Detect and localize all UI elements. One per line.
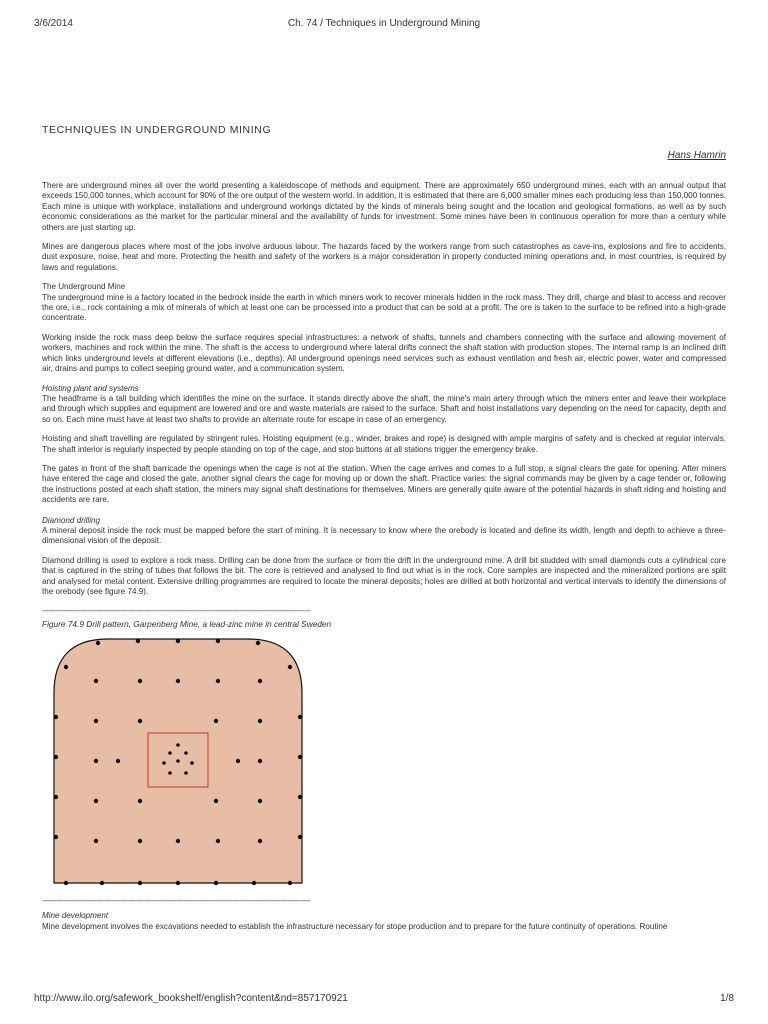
drill-hole <box>54 755 58 759</box>
section-heading-diamond-drilling: Diamond drilling <box>42 515 101 525</box>
drill-pattern-figure <box>52 637 726 890</box>
drill-hole <box>94 719 98 723</box>
drill-hole <box>214 881 218 885</box>
section-paragraph: The gates in front of the shaft barricade the openings when the cage is not at the station. When the cage arrives and comes to a full stop, a signal clears the gate for opening. After miners have entered the cage and closed the gate, another signal clears the cage for moving up or down the shaft. Practice varies: the signal commands may be given by a cage tender or, following the instructions posted at each shaft station, the miners may signal shaft destinations for themselves. Miners are generally quite aware of the potential hazards in shaft riding and hoisting and accidents are rare. <box>42 463 726 505</box>
drill-hole <box>176 881 180 885</box>
drill-hole <box>138 839 142 843</box>
drill-hole <box>258 679 262 683</box>
drill-hole <box>214 799 218 803</box>
drill-hole <box>100 881 104 885</box>
drill-hole <box>298 755 302 759</box>
drill-hole <box>54 835 58 839</box>
drill-hole <box>138 679 142 683</box>
drill-hole <box>256 641 260 645</box>
drill-hole <box>94 799 98 803</box>
section-paragraph: Hoisting and shaft travelling are regulated by stringent rules. Hoisting equipment (e.g., winder, brakes and rope) is designed with ample margins of safety and is checked at regular intervals. The shaft interior is regularly inspected by people standing on top of the cage, and stop buttons at all stations trigger the emergency brake. <box>42 434 726 454</box>
drill-hole <box>116 759 120 763</box>
separator-rule-bottom: ---------------------------------------------------------------------------------------------------------------------------- <box>42 896 311 906</box>
drill-hole <box>94 759 98 763</box>
drill-hole <box>94 839 98 843</box>
cut-hole <box>184 772 188 776</box>
drill-hole <box>288 881 292 885</box>
drill-hole <box>136 639 140 643</box>
cut-hole <box>162 762 166 766</box>
author-link[interactable]: Hans Hamrin <box>667 150 726 161</box>
drill-hole <box>298 795 302 799</box>
drill-hole <box>138 719 142 723</box>
drill-hole <box>96 641 100 645</box>
cut-hole <box>184 752 188 756</box>
section-heading-underground-mine: The Underground Mine <box>42 282 126 292</box>
drill-hole <box>216 639 220 643</box>
section-heading-mine-development: Mine development <box>42 911 109 921</box>
section-heading-hoisting: Hoisting plant and systems <box>42 383 139 393</box>
page-number: 1/8 <box>720 993 734 1004</box>
intro-paragraph-1: There are underground mines all over the world presenting a kaleidoscope of methods and equipment. There are approximately 650 underground mines, each with an annual output that exceeds 150,000 tonnes, which account for 90% of the ore output of the western world. In addition, it is estimated that there are 6,000 smaller mines each producing less than 150,000 tonnes. Each mine is unique with workplace, installations and underground workings dictated by the kinds of minerals being sought and the location and geological formations, as well as by such economic considerations as the market for the particular mineral and the availability of funds for investment. Some mines have been in continuous operation for more than a century while others are just starting up. <box>42 181 726 232</box>
drill-hole <box>94 679 98 683</box>
drill-pattern-diagram <box>52 637 304 885</box>
drill-hole <box>64 665 68 669</box>
drill-hole <box>214 719 218 723</box>
drill-hole <box>298 715 302 719</box>
drill-hole <box>176 839 180 843</box>
section-paragraph: A mineral deposit inside the rock must be mapped before the start of mining. It is necessary to know where the orebody is located and define its width, length and depth to achieve a three-dimensional vision of the deposit. <box>42 525 726 546</box>
drill-hole <box>54 715 58 719</box>
drill-hole <box>258 799 262 803</box>
figure-caption: Figure 74.9 Drill pattern, Garpenberg Mine, a lead-zinc mine in central Sweden <box>42 619 332 630</box>
drill-hole <box>258 719 262 723</box>
drill-hole <box>64 881 68 885</box>
drill-hole <box>138 881 142 885</box>
print-date: 3/6/2014 <box>34 18 73 29</box>
drill-hole <box>288 665 292 669</box>
drill-hole <box>176 679 180 683</box>
page-url: http://www.ilo.org/safework_bookshelf/english?content&nd=857170921 <box>34 993 348 1004</box>
drill-hole <box>236 759 240 763</box>
cut-hole <box>168 772 172 776</box>
section-paragraph: Mine development involves the excavations needed to establish the infrastructure necessary for stope production and to prepare for the future continuity of operations. Routine <box>42 921 668 931</box>
drill-hole <box>216 679 220 683</box>
intro-paragraph-2: Mines are dangerous places where most of the jobs involve arduous labour. The hazards faced by the workers range from such catastrophes as cave-ins, explosions and fire to accidents, dust exposure, noise, heat and more. Protecting the health and safety of the workers is a major consideration in properly conducted mining operations and, in most countries, is required by laws and regulations. <box>42 242 726 272</box>
cut-hole <box>176 760 180 764</box>
section-paragraph: Diamond drilling is used to explore a rock mass. Drilling can be done from the surface or from the drift in the underground mine. A drill bit studded with small diamonds cuts a cylindrical core that is captured in the string of tubes that follows the bit. The core is retrieved and analysed to find out what is in the rock. Core samples are inspected and the mineralized portions are split and analysed for metal content. Extensive drilling programmes are required to locate the mineral deposits; holes are drilled at both horizontal and vertical intervals to identify the dimensions of the orebody (see figure 74.9). <box>42 555 726 596</box>
drill-hole <box>216 839 220 843</box>
cut-hole <box>176 744 180 748</box>
section-paragraph: The underground mine is a factory located in the bedrock inside the earth in which miners work to recover minerals hidden in the rock mass. They drill, charge and blast to access and recover the ore, i.e., rock containing a mix of minerals of which at least one can be processed into a product that can be sold at a profit. The ore is taken to the surface to be refined into a high-grade concentrate. <box>42 292 726 323</box>
drill-hole <box>176 639 180 643</box>
section-paragraph: Working inside the rock mass deep below the surface requires special infrastructures: a network of shafts, tunnels and chambers connecting with the surface and allowing movement of workers, machines and rock within the mine. The shaft is the access to underground where lateral drifts connect the shaft station with production stopes. The internal ramp is an inclined drift which links underground levels at different elevations (i.e., depths). All underground openings need services such as exhaust ventilation and fresh air, electric power, water and compressed air, drains and pumps to collect seeping ground water, and a communication system. <box>42 332 726 374</box>
document-title: TECHNIQUES IN UNDERGROUND MINING <box>42 124 272 136</box>
drill-hole <box>54 795 58 799</box>
drill-hole <box>298 835 302 839</box>
cut-hole <box>190 762 194 766</box>
print-page-title: Ch. 74 / Techniques in Underground Mining <box>287 18 481 29</box>
drill-hole <box>258 759 262 763</box>
document-body <box>42 124 726 941</box>
drill-hole <box>138 799 142 803</box>
cut-hole <box>168 752 172 756</box>
section-paragraph: The headframe is a tall building which identifies the mine on the surface. It stands directly above the shaft, the mine's main artery through which the miners enter and leave their workplace and through which supplies and equipment are lowered and ore and waste materials are raised to the surface. Shaft and hoist installations vary depending on the need for capacity, depth and so on. Each mine must have at least two shafts to provide an alternate route for escape in case of an emergency. <box>42 393 726 424</box>
drill-hole <box>258 839 262 843</box>
separator-rule-top: ---------------------------------------------------------------------------------------------------------------------------- <box>42 606 311 616</box>
drill-hole <box>252 881 256 885</box>
